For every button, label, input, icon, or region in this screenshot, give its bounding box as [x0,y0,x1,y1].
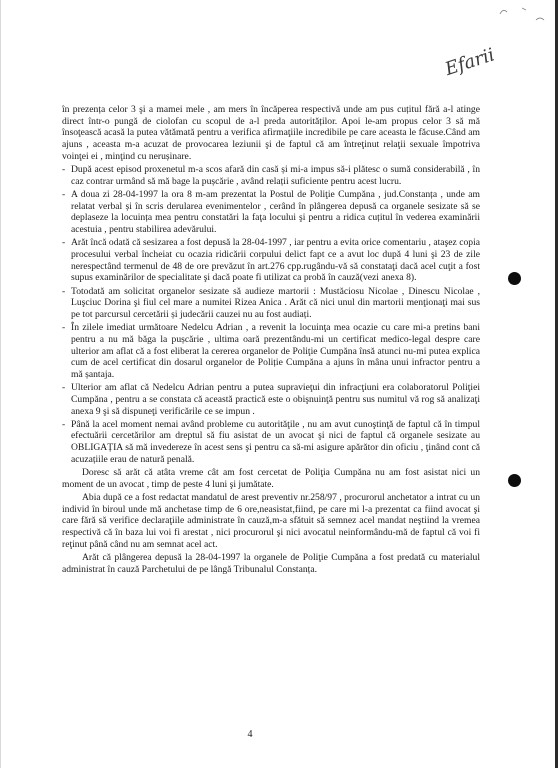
bullet-paragraph-7: - Ulterior am aflat că Nedelcu Adrian pentru a putea supravieţui din infracţiuni era colaboratorul Poliţiei Cumpăna , pentru a se constata că această practică este o obişnuinţă pentru sus numitul vă rog să analizaţi anexa 9 şi să dispuneţi verificările ce se impun . [62,382,480,417]
bullet-dash: - [62,322,66,334]
bullet-paragraph-5: - Totodată am solicitat organelor sesizate să audieze martorii : Mustăciosu Nicolae , Dinescu Nicolae , Luşciuc Dorina şi fiul cel mare a numitei Rizea Anica . Arăt că nici unul din martorii menţionaţi mai sus pe tot parcursul cercetării și judecării cauzei nu au fost audiați. [62,285,480,320]
bullet-paragraph-4: - Arăt încă odată că sesizarea a fost depusă la 28-04-1997 , iar pentru a evita orice comentariu , ataşez copia procesului verbal încheiat cu ocazia ridicării corpului delict fapt ce a avut loc după 4 luni şi 23 de zile nerespectând termenul de 48 de ore prevăzut în art.276 cpp.rugându-vă să constataţi dacă acel cuţit a fost supus examinărilor de specialitate şi dacă poate fi utilizat ca probă în cauză(vezi anexa 8). [62,237,480,284]
bullet-paragraph-8: - Până la acel moment nemai având probleme cu autorităţile , nu am avut cunoştinţă de faptul că în timpul efectuării cercetărilor am dreptul să fiu asistat de un avocat şi nici de faptul că organele sesizate au OBLIGAȚIA să mă invedereze în acest sens şi pentru ca să-mi asigure apărător din oficiu , ţinând cont că acuzațiile erau de natură penală. [62,418,480,465]
paragraph-11: Arăt că plângerea depusă la 28-04-1997 la organele de Poliţie Cumpăna a fost predată cu materialul administrat în cauză Parchetului de pe lângă Tribunalul Constanța. [62,552,480,575]
bullet-dash: - [62,382,66,394]
punch-hole-bottom [508,474,521,487]
paragraph-1: în prezența celor 3 şi a mamei mele , am mers în încăperea respectivă unde am pus cuțitul fără a-l atinge direct într-o pungă de ciolofan cu scopul de a-l preda autorităților. Apoi le-am propus celor 3 să mă însoţească acasă la putea vătămată pentru a verifica afirmaţiile incredibile pe care aceasta le făcuse.Când am ajuns , aceasta m-a acuzat de provocarea leziunii şi de faptul că am întreţinut relaţii sexuale împotriva voinţei ei , minţind cu nerușinare. [62,104,480,162]
bullet-paragraph-3: - A doua zi 28-04-1997 la ora 8 m-am prezentat la Postul de Poliţie Cumpăna , jud.Constanța , unde am relatat verbal și în scris derularea evenimentelor , cerând în plângerea depusă ca organele sesizate să se deplaseze la locuința mea pentru constatări la faţa locului şi pentru a ridica cuțitul în vederea examinării acestuia , pentru stabilirea adevărului. [62,188,480,236]
bullet-paragraph-6: - În zilele imediat următoare Nedelcu Adrian , a revenit la locuinţa mea ocazie cu care mi-a pretins bani pentru a nu mă băga la pușcărie , ultima oară prezentându-mi un certificat medico-legal despre care ulterior am aflat că a fost eliberat la cererea organelor de Poliţie Cumpăna însă atunci nu-mi putea explica cum de acel certificat din dosarul organelor de Poliție Cumpăna a ajuns în mâna unui infractor pentru a mă șantaja. [62,322,480,380]
bullet-dash: - [62,164,66,176]
document-body [62,104,480,577]
paragraph-9: Doresc să arăt că atâta vreme cât am fost cercetat de Poliţia Cumpăna nu am fost asistat nici un moment de un avocat , timp de peste 4 luni şi jumătate. [62,467,480,490]
paragraph-10: Abia după ce a fost redactat mandatul de arest preventiv nr.258/97 , procurorul anchetator a intrat cu un individ în biroul unde mă anchetase timp de 6 ore,neasistat,fiind, pe care mi l-a prezentat ca fiind avocat şi care fără să verifice declaraţiile administrate în cauză,m-a sfătuit să semnez acel mandat neştiind la vremea respectivă că în baza lui voi fi arestat , nici procurorul şi nici avocatul neinformându-mă de faptul că voi fi reţinut până când nu am semnat acel act. [62,492,480,550]
page-number: 4 [247,729,253,740]
bullet-paragraph-2: - După acest episod proxenetul m-a scos afară din casă și mi-a impus să-i plătesc o sumă considerabilă , în caz contrar urmând să mă bage la pușcărie , având relații suficiente pentru acest lucru. [62,164,480,187]
punch-hole-top [508,272,521,285]
bullet-dash: - [62,418,66,430]
handwritten-annotation: Efarii [442,44,498,81]
bullet-dash: - [62,237,66,249]
corner-pen-marks [492,2,552,32]
bullet-dash: - [62,285,66,297]
bullet-dash: - [62,188,66,200]
